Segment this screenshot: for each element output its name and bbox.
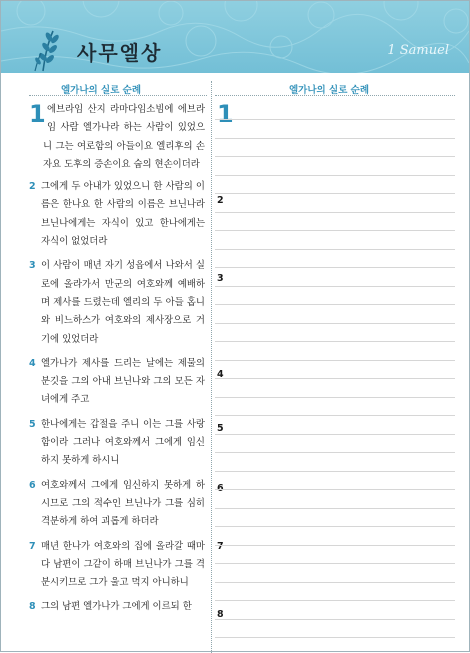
writing-line [215, 304, 455, 305]
writing-line [215, 360, 455, 361]
write-number-8: 8 [217, 609, 224, 620]
writing-line [215, 286, 455, 287]
writing-line [215, 508, 455, 509]
writing-line [215, 582, 455, 583]
writing-line [215, 452, 455, 453]
write-number-2: 2 [217, 195, 224, 206]
right-heading-rule [215, 95, 455, 96]
verse-number: 8 [29, 601, 36, 613]
floral-pattern-background [1, 1, 469, 73]
scripture-column [29, 101, 205, 617]
writing-line [215, 471, 455, 472]
verse-2 [29, 178, 205, 251]
verse-number: 2 [29, 181, 36, 193]
write-number-5: 5 [217, 423, 224, 434]
write-number-7: 7 [217, 541, 224, 552]
verse-text: 그에게 두 아내가 있었으니 한 사람의 이름은 한나요 한 사람의 이름은 브닌나라 브닌나에게는 자식이 있고 한나에게는 자식이 없었더라 [41, 181, 205, 248]
verse-6 [29, 477, 205, 532]
writing-line [215, 323, 455, 324]
right-section-heading: 엘가나의 실로 순례 [289, 85, 370, 96]
writing-line [215, 119, 455, 120]
writing-line [215, 212, 455, 213]
writing-line [215, 397, 455, 398]
verse-8 [29, 598, 205, 616]
book-subtitle: 1 Samuel [387, 43, 449, 58]
writing-line [215, 489, 455, 490]
writing-line [215, 415, 455, 416]
verse-text: 엘가나가 제사를 드리는 날에는 제물의 분깃을 그의 아내 브닌나와 그의 모든 자녀에게 주고 [41, 357, 205, 406]
book-title: 사무엘상 [77, 41, 163, 65]
verse-number: 1 [29, 100, 46, 128]
writing-line [215, 156, 455, 157]
verse-4 [29, 355, 205, 410]
verse-text: 여호와께서 그에게 임신하지 못하게 하시므로 그의 적수인 브닌나가 그를 심히 격분하게 하여 괴롭게 하더라 [41, 479, 205, 528]
left-section-heading: 엘가나의 실로 순례 [61, 85, 142, 96]
verse-number: 6 [29, 479, 36, 491]
writing-line [215, 600, 455, 601]
verse-text: 에브라임 산지 라마다임소빔에 에브라임 사람 엘가나라 하는 사람이 있었으니 그는 여로함의 아들이요 엘리후의 손자요 도후의 증손이요 숩의 현손이더라 [43, 104, 205, 170]
write-number-1: 1 [217, 100, 234, 128]
writing-line [215, 267, 455, 268]
write-number-4: 4 [217, 369, 224, 380]
verse-number: 7 [29, 540, 36, 552]
writing-line [215, 526, 455, 527]
verse-number: 4 [29, 357, 36, 369]
writing-line [215, 378, 455, 379]
writing-line [215, 563, 455, 564]
writing-line [215, 619, 455, 620]
verse-5 [29, 416, 205, 471]
verse-3 [29, 257, 205, 348]
verse-text: 한나에게는 갑절을 주니 이는 그를 사랑함이라 그러나 여호와께서 그에게 임신하지 못하게 하시니 [41, 418, 205, 467]
verse-number: 3 [29, 260, 36, 272]
writing-line [215, 434, 455, 435]
writing-line [215, 138, 455, 139]
writing-line [215, 341, 455, 342]
verse-text: 그의 남편 엘가나가 그에게 이르되 한 [41, 601, 192, 613]
page-header-banner [1, 1, 469, 73]
writing-line [215, 230, 455, 231]
writing-line [215, 545, 455, 546]
left-heading-rule [29, 95, 207, 96]
writing-line [215, 249, 455, 250]
verse-7 [29, 538, 205, 593]
write-number-3: 3 [217, 273, 224, 284]
column-divider [211, 81, 212, 653]
verse-number: 5 [29, 418, 36, 430]
verse-text: 매년 한나가 여호와의 집에 올라갈 때마다 남편이 그같이 하매 브닌나가 그를 격분시키므로 그가 울고 먹지 아니하니 [41, 540, 205, 589]
verse-1 [29, 101, 205, 174]
verse-text: 이 사람이 매년 자기 성읍에서 나와서 실로에 올라가서 만군의 여호와께 예배하며 제사를 드렸는데 엘리의 두 아들 홉니와 비느하스가 여호와의 제사장으로 거기에 있었더라 [41, 260, 205, 345]
writing-line [215, 193, 455, 194]
writing-line [215, 175, 455, 176]
leaf-branch-icon [29, 27, 69, 73]
writing-line [215, 637, 455, 638]
write-number-6: 6 [217, 483, 224, 494]
